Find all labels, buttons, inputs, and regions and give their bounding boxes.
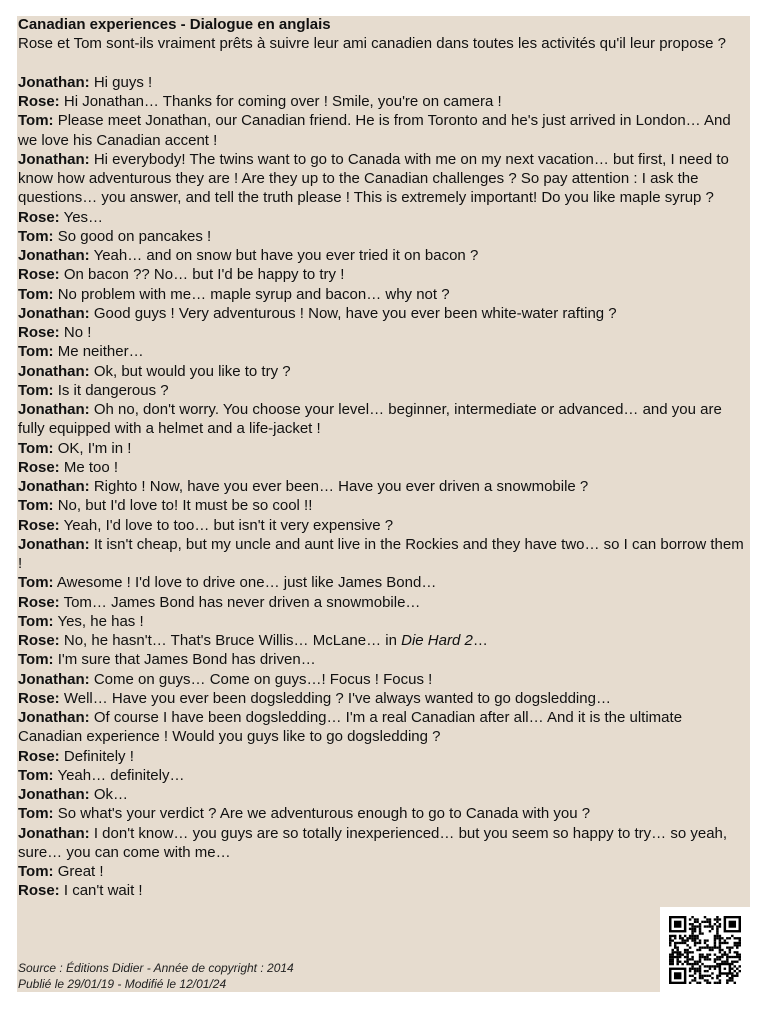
speaker-text: Is it dangerous ? [53,381,169,399]
speaker-name: Jonathan: [18,535,90,553]
speaker-text-after: … [472,632,488,649]
speaker-name: Jonathan: [18,786,90,803]
dialogue-line [18,458,750,477]
dialogue-line [18,747,750,766]
dialogue-line [18,766,750,785]
dialogue-line [18,689,750,708]
speaker-name: Rose: [18,266,60,284]
dialogue-line [18,516,750,535]
speaker-name: Tom: [18,863,54,880]
dialogue-line [18,92,750,111]
speaker-name: Jonathan: [18,670,90,688]
dialogue-line [18,304,750,323]
speaker-text: Hi Jonathan… Thanks for coming over ! Smile, you're on camera ! [59,93,502,110]
speaker-text: Of course I have been dogsledding… I'm a real Canadian after all… And it is the ultimate Canadian experience ! Would you guys like to go dogsledding ? [18,709,683,746]
speaker-text: No, he hasn't… That's Bruce Willis… McLane… in [59,632,402,649]
speaker-name: Rose: [18,516,60,534]
speaker-name: Tom: [18,651,54,669]
speaker-text: Yeah… and on snow but have you ever tried it on bacon ? [89,247,479,264]
dialogue-line [18,111,750,150]
speaker-name: Tom: [18,574,54,592]
title-reference: Die Hard 2 [401,632,473,649]
speaker-name: Tom: [18,285,54,303]
speaker-text: So good on pancakes ! [53,227,212,245]
dialogue-line [18,362,750,381]
dialogue-line [18,477,750,496]
dialogue-line [18,824,750,863]
dialogue-line [18,150,750,208]
speaker-text: It isn't cheap, but my uncle and aunt live in the Rockies and they have two… so I can borrow them ! [18,535,744,572]
speaker-text: Righto ! Now, have you ever been… Have you ever driven a snowmobile ? [89,478,589,495]
dialogue-line [18,881,750,900]
speaker-name: Rose: [18,458,60,476]
speaker-text: Well… Have you ever been dogsledding ? I've always wanted to go dogsledding… [59,689,611,707]
speaker-name: Tom: [18,805,54,823]
dialogue-line [18,208,750,227]
dialogue-line [18,285,750,304]
speaker-text: Definitely ! [59,747,134,765]
speaker-name: Rose: [18,324,60,341]
speaker-text: Yes… [59,208,104,226]
speaker-text: Good guys ! Very adventurous ! Now, have you ever been white-water rafting ? [89,304,617,322]
speaker-text: Ok… [89,786,129,803]
dialogue-line [18,496,750,515]
dialogue-line [18,439,750,458]
dialogue-line [18,708,750,747]
speaker-name: Tom: [18,112,54,130]
speaker-name: Tom: [18,497,54,515]
speaker-text: Hi everybody! The twins want to go to Canada with me on my next vacation… but first, I need to know how adventurous they are ! Are they up to the Canadian challenges ? So pay attention : I ask the questions… you answer, and tell the truth please ! This is extremely important! Do you like maple syrup ? [18,150,729,207]
speaker-name: Rose: [18,882,60,900]
dialogue-line [18,381,750,400]
speaker-name: Rose: [18,747,60,765]
speaker-text: So what's your verdict ? Are we adventurous enough to go to Canada with you ? [53,805,591,823]
speaker-name: Rose: [18,93,60,110]
dialogue-line [18,650,750,669]
speaker-name: Jonathan: [18,247,90,264]
speaker-name: Rose: [18,208,60,226]
speaker-text: Oh no, don't worry. You choose your level… beginner, intermediate or advanced… and you are fully equipped with a helmet and a life-jacket ! [18,401,722,438]
speaker-name: Jonathan: [18,150,90,168]
speaker-name: Jonathan: [18,478,90,495]
dialogue-line [18,804,750,823]
dialogue-line [18,535,750,574]
speaker-text: Me neither… [53,343,144,361]
speaker-text: OK, I'm in ! [53,439,132,457]
speaker-text: Yeah… definitely… [53,766,185,784]
dialogue-line [18,227,750,246]
speaker-text: Tom… James Bond has never driven a snowmobile… [59,593,421,611]
speaker-text: Come on guys… Come on guys…! Focus ! Focus ! [89,670,433,688]
document-title: Canadian experiences - Dialogue en anglais [18,16,331,33]
speaker-name: Jonathan: [18,824,90,842]
dialogue-line [18,323,750,342]
speaker-name: Jonathan: [18,73,90,91]
dialogue-line [18,785,750,804]
speaker-text: On bacon ?? No… but I'd be happy to try ! [59,266,345,284]
speaker-name: Jonathan: [18,709,90,726]
dialogue [18,73,750,901]
speaker-text: Yes, he has ! [53,612,144,630]
dialogue-line [18,342,750,361]
speaker-name: Tom: [18,227,54,245]
speaker-text: I don't know… you guys are so totally inexperienced… but you seem so happy to try… so yeah, sure… you can come with me… [18,824,728,861]
speaker-name: Jonathan: [18,304,90,322]
speaker-text: Great ! [53,863,104,880]
document-content [18,15,750,901]
dialogue-line [18,612,750,631]
speaker-text: Ok, but would you like to try ? [89,362,291,380]
speaker-text: I'm sure that James Bond has driven… [53,651,316,669]
dialogue-line [18,265,750,284]
speaker-name: Jonathan: [18,401,90,418]
dialogue-line [18,593,750,612]
speaker-name: Tom: [18,343,54,361]
speaker-name: Tom: [18,381,54,399]
speaker-text: I can't wait ! [59,882,143,900]
qr-code [660,907,750,992]
dialogue-line [18,862,750,881]
dialogue-line [18,670,750,689]
speaker-name: Rose: [18,632,60,649]
dialogue-line [18,73,750,92]
footer [18,960,294,992]
speaker-text: Me too ! [59,458,119,476]
dialogue-line [18,400,750,439]
speaker-name: Tom: [18,612,54,630]
speaker-text: Please meet Jonathan, our Canadian friend. He is from Toronto and he's just arrived in London… And we love his Canadian accent ! [18,112,731,149]
document-intro: Rose et Tom sont-ils vraiment prêts à suivre leur ami canadien dans toutes les activités qu'il leur propose ? [18,35,726,53]
speaker-name: Rose: [18,593,60,611]
speaker-text: No problem with me… maple syrup and bacon… why not ? [53,285,450,303]
speaker-name: Jonathan: [18,362,90,380]
dialogue-line [18,631,750,650]
source-line: Source : Éditions Didier - Année de copyright : 2014 [18,961,294,975]
dialogue-line [18,246,750,265]
speaker-text: No ! [59,324,92,341]
speaker-text: Awesome ! I'd love to drive one… just like James Bond… [53,574,437,592]
speaker-text: No, but I'd love to! It must be so cool !! [53,497,313,515]
speaker-name: Rose: [18,689,60,707]
speaker-name: Tom: [18,766,54,784]
dialogue-line [18,573,750,592]
speaker-text: Yeah, I'd love to too… but isn't it very expensive ? [59,516,394,534]
published-line: Publié le 29/01/19 - Modifié le 12/01/24 [18,977,227,991]
speaker-text: Hi guys ! [89,73,153,91]
speaker-name: Tom: [18,439,54,457]
qr-code-icon [669,916,741,984]
